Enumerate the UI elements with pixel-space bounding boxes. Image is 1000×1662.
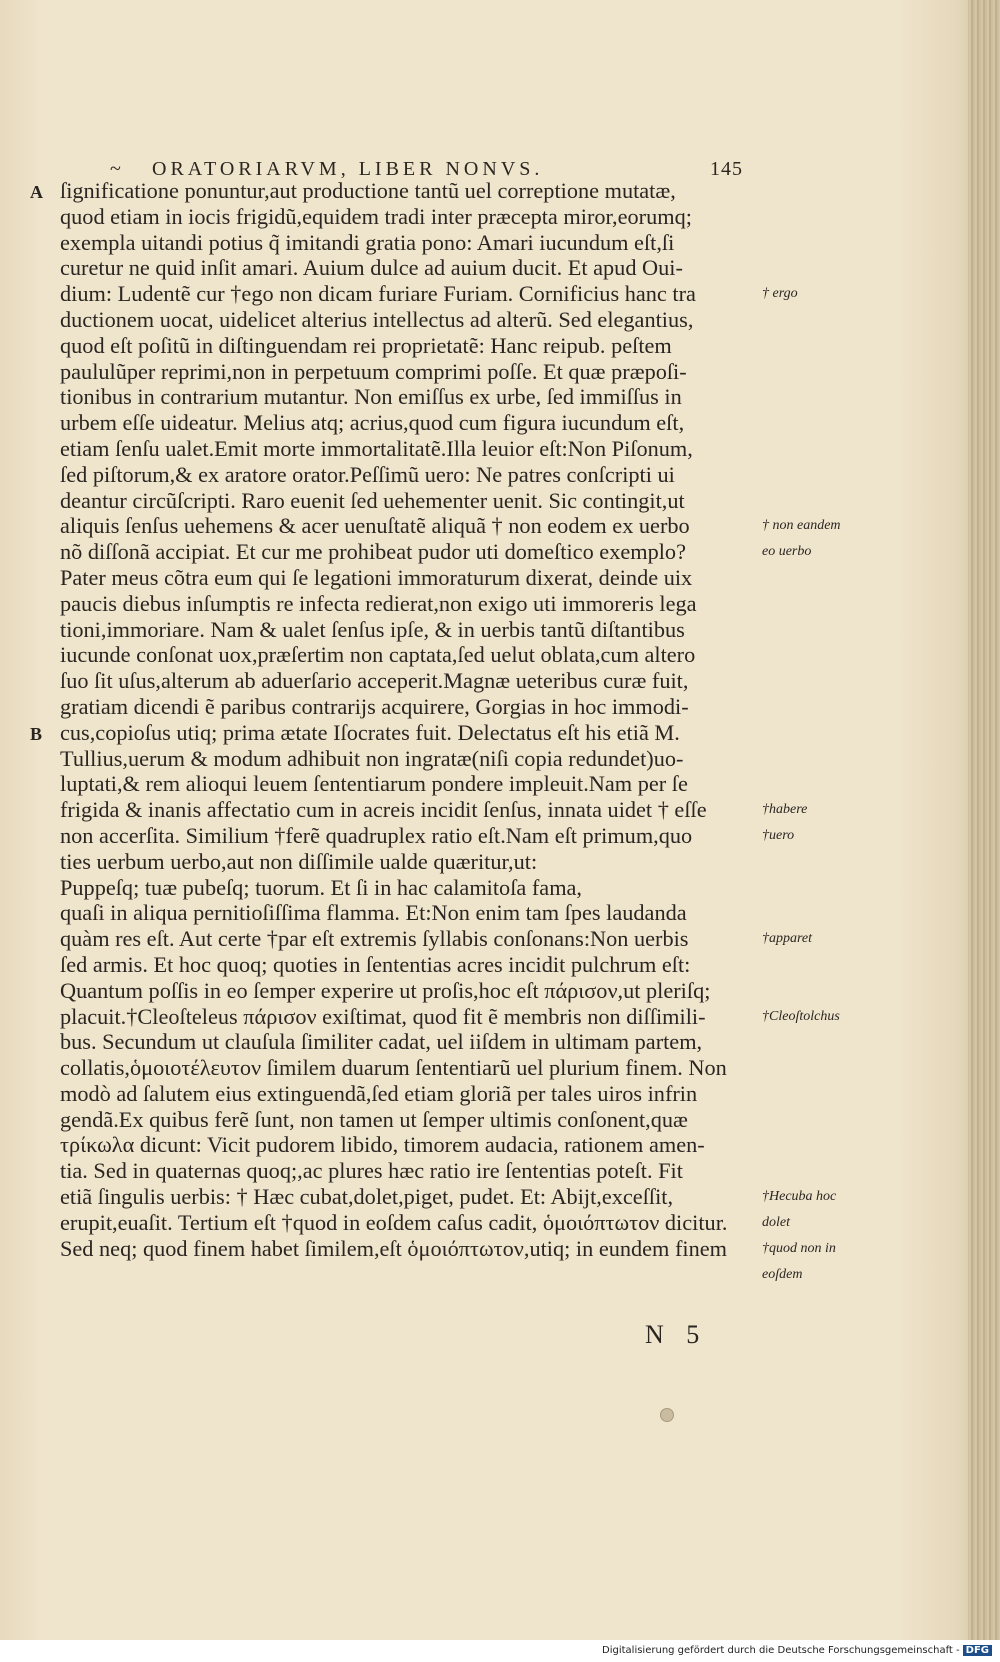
text-line: collatis,ὁμοιοτέλευτον ſimilem duarum ſententiarũ uel plurium finem. Non [60, 1055, 727, 1081]
text-line: Sed neq; quod finem habet ſimilem,eſt ὁμοιόπτωτον,utiq; in eundem finem [60, 1235, 727, 1261]
section-marker-a: A [30, 182, 43, 202]
text-line: Quantum poſſis in eo ſemper experire ut proſis,hoc eſt πάρισον,ut pleriſq; [60, 977, 711, 1003]
text-line: dium: Ludentẽ cur †ego non dicam furiare Furiam. Cornificius hanc tra [60, 281, 696, 307]
section-marker-b: B [30, 724, 43, 744]
footer-text: Digitalisierung gefördert durch die Deutsche Forschungsgemeinschaft - [602, 1645, 960, 1656]
text-line: ties uerbum uerbo,aut non diſſimile ualde quæritur,ut: [60, 848, 538, 874]
text-line: bus. Secundum ut clauſula ſimiliter cadat, uel iiſdem in ultimam partem, [60, 1029, 703, 1055]
text-line: etiam ſenſu ualet.Emit morte immortalitatẽ.Illa leuior eſt:Non Piſonum, [60, 435, 693, 461]
text-line: paululũper reprimi,non in perpetuum comprimi poſſe. Et quæ præpoſi- [60, 358, 687, 384]
main-text-block [60, 178, 760, 1261]
text-line: cus,copioſus utiq; prima ætate Iſocrates fuit. Delectatus eſt his etiã M. [60, 719, 680, 745]
text-line: aliquis ſenſus uehemens & acer uenuſtatẽ aliquã † non eodem ex uerbo [60, 513, 690, 539]
text-line: quaſi in aliqua pernitioſiſſima flamma. Et:Non enim tam ſpes laudanda [60, 900, 687, 926]
text-line: gratiam dicendi ẽ paribus contrarijs acquirere, Gorgias in hoc immodi- [60, 693, 689, 719]
text-line: luptati,& rem alioqui leuem ſententiarum pondere impleuit.Nam per ſe [60, 771, 688, 797]
marginal-note: †uero [762, 828, 795, 843]
text-line: urbem eſſe uideatur. Melius atq; acrius,quod cum figura iucundum eſt, [60, 410, 685, 436]
marginal-note: †quod non in [762, 1240, 836, 1256]
text-line: curetur ne quid inſit amari. Auium dulce ad auium ducit. Et apud Oui- [60, 255, 683, 281]
text-line: deantur circũſcripti. Raro euenit ſed uehementer uenit. Sic contingit,ut [60, 487, 685, 513]
page-blemish [660, 1408, 674, 1422]
text-line: quàm res eſt. Aut certe †par eſt extremis ſyllabis conſonans:Non uerbis [60, 926, 689, 952]
text-line: Tullius,uerum & modum adhibuit non ingratæ(niſi copia redundet)uo- [60, 745, 684, 771]
text-line: frigida & inanis affectatio cum in acreis incidit ſenſus, innata uidet † eſſe [60, 797, 707, 823]
text-line: exempla uitandi potius q̃ imitandi gratia pono: Amari iucundum eſt,ſi [60, 229, 675, 255]
text-line: iucunde conſonat uox,præſertim non captata,ſed uelut oblata,cum altero [60, 642, 696, 668]
text-line: ſed armis. Et hoc quoq; quoties in ſententias acres incidit pulchrum eſt: [60, 951, 691, 977]
text-line: placuit.†Cleoſteleus πάρισον exiſtimat, quod fit ẽ membris non diſſimili- [60, 1003, 706, 1029]
text-line: quod etiam in iocis frigidũ,equidem tradi inter præcepta miror,eorumq; [60, 203, 692, 229]
text-line: Pater meus cõtra eum qui ſe legationi immoraturum dixerat, deinde uix [60, 564, 693, 590]
text-line: Puppeſq; tuæ pubeſq; tuorum. Et ſi in hac calamitoſa fama, [60, 874, 583, 900]
signature-mark: N 5 [645, 1320, 708, 1349]
header-title: ORATORIARVM, LIBER NONVS. [152, 158, 544, 180]
marginal-note: †habere [762, 802, 808, 818]
footer-credit [602, 1645, 992, 1656]
text-line: τρίκωλα dicunt: Vicit pudorem libido, timorem audacia, rationem amen- [60, 1132, 705, 1158]
text-line: modò ad ſalutem eius extinguendã,ſed etiam gloriã per tales uiros infrin [60, 1080, 698, 1106]
text-line: ſignificatione ponuntur,aut productione tantũ uel correptione mutatæ, [60, 178, 676, 203]
text-line: tia. Sed in quaternas quoq;,ac plures hæc ratio ire ſententias poteſt. Fit [60, 1158, 683, 1184]
header-mark: ~ [110, 158, 125, 180]
text-line: ductionem uocat, uidelicet alterius intellectus ad alterũ. Sed elegantius, [60, 306, 694, 332]
folio-number: 145 [710, 158, 743, 180]
text-line: nõ diſſonã accipiat. Et cur me prohibeat pudor uti domeſtico exemplo? [60, 539, 686, 565]
text-line: tionibus in contrarium mutantur. Non emiſſus ex urbe, ſed immiſſus in [60, 384, 682, 410]
marginal-note: † non eandem [762, 518, 841, 534]
marginal-note: eoſdem [762, 1266, 803, 1282]
marginal-note: †Cleoſtolchus [762, 1008, 840, 1024]
text-line: paucis diebus inſumptis re infecta redierat,non exigo uti immoreris lega [60, 590, 697, 616]
text-line: non accerſita. Similium †ferẽ quadruplex ratio eſt.Nam eſt primum,quo [60, 822, 693, 848]
marginal-note: dolet [762, 1215, 790, 1230]
marginal-note: †Hecuba hoc [762, 1189, 837, 1205]
text-line: quod eſt poſitũ in diſtinguendam rei proprietatẽ: Hanc reipub. peſtem [60, 332, 672, 358]
page-edge [968, 0, 1000, 1640]
marginal-note: eo uerbo [762, 544, 812, 560]
marginal-note: † ergo [762, 286, 798, 302]
text-line: gendã.Ex quibus ferẽ ſunt, non tamen ut ſemper ultimis conſonent,quæ [60, 1106, 688, 1132]
marginal-note: †apparet [762, 931, 813, 947]
text-line: ſed piſtorum,& ex aratore orator.Peſſimũ uero: Ne patres conſcripti ui [60, 461, 675, 487]
text-line: ſuo ſit uſus,alterum ab aduerſario acceperit.Magnæ ueteribus curæ fuit, [60, 668, 689, 694]
text-line: tioni,immoriare. Nam & ualet ſenſus ipſe, & in uerbis tantũ diſtantibus [60, 616, 685, 642]
text-line: etiã ſingulis uerbis: † Hæc cubat,dolet,piget, pudet. Et: Abijt,exceſſit, [60, 1184, 674, 1210]
text-line: erupit,euaſit. Tertium eſt †quod in eoſdem caſus cadit, ὁμοιόπτωτον dicitur. [60, 1209, 728, 1235]
dfg-logo: DFG [963, 1645, 992, 1656]
